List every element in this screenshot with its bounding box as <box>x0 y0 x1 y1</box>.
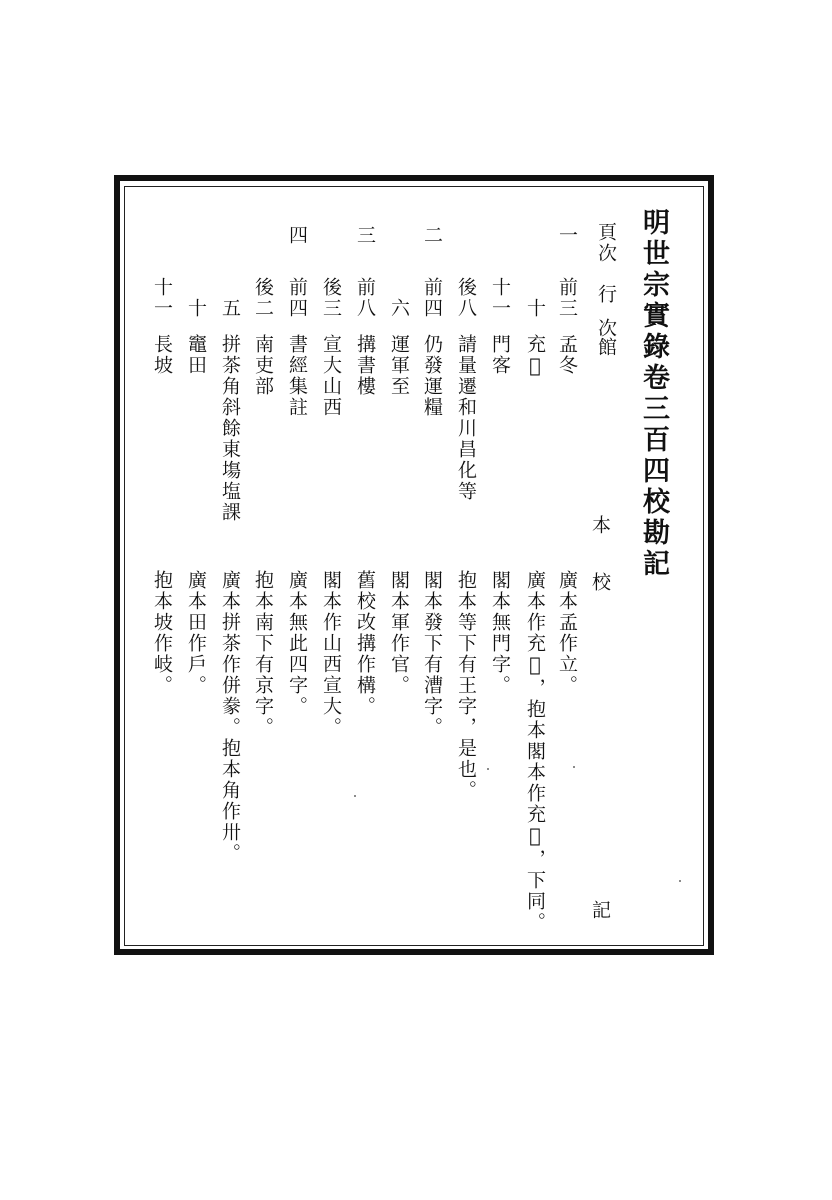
row-note: 廣本孟作立。 <box>556 570 578 696</box>
row-text: 門客 <box>489 334 511 376</box>
row-text: 搆書樓 <box>354 334 376 397</box>
row-page: 四 <box>286 225 308 246</box>
row-note: 閣本無門字。 <box>489 570 511 696</box>
header-line: 行 <box>595 284 617 305</box>
header-xiao: 校 <box>589 572 611 593</box>
row-line: 前八 <box>354 277 376 319</box>
row-text: 書經集註 <box>286 334 308 418</box>
row-line: 十一 <box>489 277 511 319</box>
row-line: 前四 <box>421 277 443 319</box>
row-note: 抱本南下有京字。 <box>252 570 274 738</box>
row-text: 拼茶角斜餘東塲塩課 <box>219 334 241 523</box>
row-note: 抱本等下有王字，是也。 <box>455 570 477 801</box>
row-note: 廣本田作戶。 <box>185 570 207 696</box>
header-ben: 本 <box>589 515 611 536</box>
inner-border <box>124 186 704 946</box>
row-note: 廣本拼茶作併豢。抱本角作卅。 <box>219 570 241 864</box>
row-text: 南吏部 <box>252 334 274 397</box>
row-note: 閣本作山西宣大。 <box>320 570 342 738</box>
row-line: 十 <box>185 298 207 319</box>
row-note: 閣本發下有漕字。 <box>421 570 443 738</box>
row-line: 十一 <box>151 277 173 319</box>
header-ji: 記 <box>589 900 611 921</box>
scan-speck <box>679 880 681 882</box>
row-text: 運軍至 <box>388 334 410 397</box>
row-line: 後三 <box>320 277 342 319</box>
row-note: 閣本軍作官。 <box>388 570 410 696</box>
scan-speck <box>487 768 489 770</box>
row-text: 請量遷和川昌化等 <box>455 334 477 502</box>
row-line: 前三 <box>556 277 578 319</box>
row-text: 宣大山西 <box>320 334 342 418</box>
scan-speck <box>573 766 575 768</box>
row-page: 二 <box>421 225 443 246</box>
row-text: 長坡 <box>151 334 173 376</box>
row-line: 後八 <box>455 277 477 319</box>
document-title: 明世宗實錄卷三百四校勘記 <box>638 208 669 580</box>
row-line: 六 <box>388 298 410 319</box>
header-page: 頁次 <box>595 222 617 264</box>
row-note: 抱本坡作岐。 <box>151 570 173 696</box>
row-text: 充𦗲 <box>524 334 546 379</box>
row-note: 舊校改搆作構。 <box>354 570 376 717</box>
row-line: 前四 <box>286 277 308 319</box>
row-page: 一 <box>556 225 578 246</box>
row-line: 後二 <box>252 277 274 319</box>
row-page: 三 <box>354 225 376 246</box>
row-note: 廣本作充𦗲，抱本閣本作充𦗲，下同。 <box>524 570 546 933</box>
row-text: 仍發運糧 <box>421 334 443 418</box>
header-guan: 館 <box>595 337 617 358</box>
header-line-sub: 次 <box>595 318 617 339</box>
row-line: 十 <box>524 298 546 319</box>
row-text: 竈田 <box>185 334 207 376</box>
row-line: 五 <box>219 298 241 319</box>
row-note: 廣本無此四字。 <box>286 570 308 717</box>
row-text: 孟冬 <box>556 334 578 376</box>
scan-speck <box>354 795 356 797</box>
